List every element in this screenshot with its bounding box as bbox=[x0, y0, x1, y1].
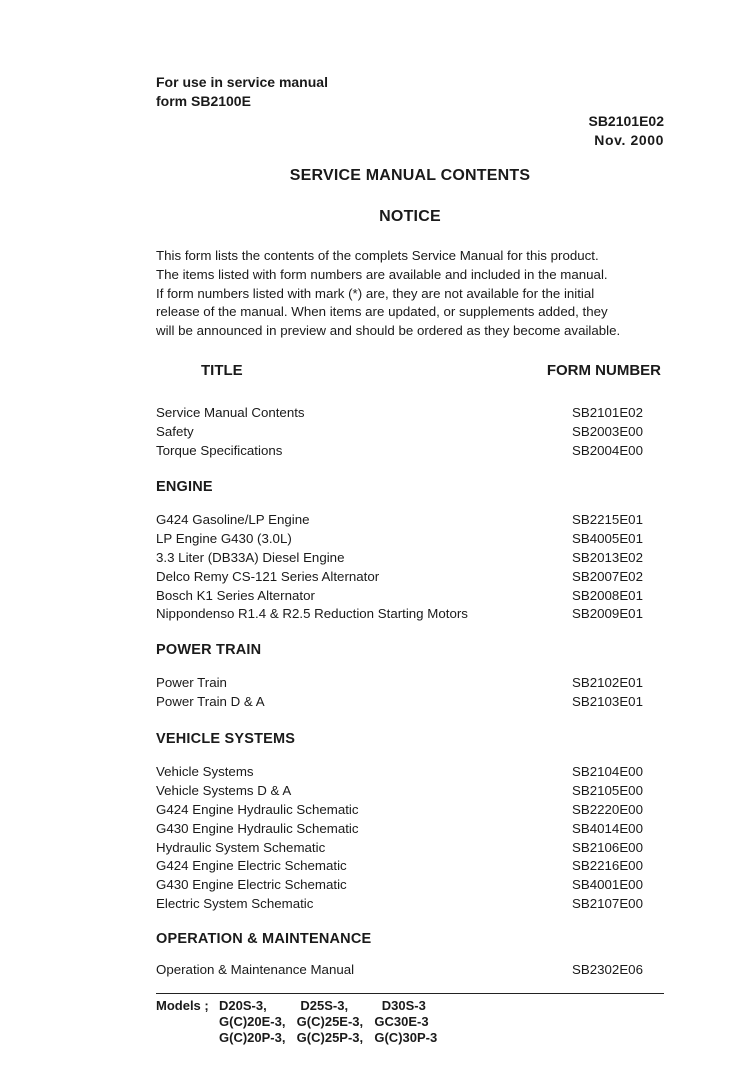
item-title: Service Manual Contents bbox=[156, 405, 305, 420]
item-form-number: SB2105E00 bbox=[572, 782, 643, 798]
item-title: G424 Gasoline/LP Engine bbox=[156, 512, 310, 527]
item-title: Power Train D & A bbox=[156, 693, 265, 709]
notice-line: release of the manual. When items are updated, or supplements added, they bbox=[156, 304, 608, 320]
item-form-number: SB2302E06 bbox=[572, 962, 643, 977]
list-item bbox=[156, 442, 648, 461]
item-title: Nippondenso R1.4 & R2.5 Reduction Starting Motors bbox=[156, 606, 468, 622]
form-identifier bbox=[588, 112, 664, 150]
item-form-number: SB2007E02 bbox=[572, 568, 643, 584]
item-form-number: SB2215E01 bbox=[572, 512, 643, 527]
form-number-column-header: FORM NUMBER bbox=[546, 362, 661, 379]
item-form-number: SB2102E01 bbox=[572, 675, 643, 690]
list-item bbox=[156, 801, 648, 820]
item-form-number: SB2103E01 bbox=[572, 693, 643, 709]
item-title: Vehicle Systems D & A bbox=[156, 782, 292, 798]
item-form-number: SB2107E00 bbox=[572, 896, 643, 912]
document-title: SERVICE MANUAL CONTENTS bbox=[289, 167, 531, 184]
item-form-number: SB2220E00 bbox=[572, 801, 643, 817]
list-item bbox=[156, 605, 648, 624]
item-form-number: SB4001E00 bbox=[572, 877, 643, 893]
list-item bbox=[156, 568, 648, 587]
item-title: G424 Engine Hydraulic Schematic bbox=[156, 801, 359, 817]
footer-divider bbox=[156, 993, 664, 994]
section-heading-engine: ENGINE bbox=[156, 479, 213, 495]
item-form-number: SB2003E00 bbox=[572, 423, 643, 439]
title-column-header: TITLE bbox=[201, 362, 243, 379]
item-form-number: SB4005E01 bbox=[572, 530, 643, 546]
notice-line: The items listed with form numbers are available and included in the manual. bbox=[156, 266, 608, 282]
issue-date: Nov. 2000 bbox=[594, 132, 664, 148]
item-title: Vehicle Systems bbox=[156, 764, 254, 779]
list-item bbox=[156, 820, 648, 839]
item-title: Power Train bbox=[156, 675, 227, 690]
list-item bbox=[156, 839, 648, 858]
form-number: SB2101E02 bbox=[588, 113, 664, 129]
list-item bbox=[156, 423, 648, 442]
item-title: Operation & Maintenance Manual bbox=[156, 962, 355, 977]
models-label: Models ; bbox=[156, 998, 209, 1013]
section-heading-vehicle-systems: VEHICLE SYSTEMS bbox=[156, 731, 296, 747]
list-item bbox=[156, 549, 648, 568]
list-item bbox=[156, 511, 648, 530]
item-title: Torque Specifications bbox=[156, 442, 283, 458]
item-title: Safety bbox=[156, 423, 194, 439]
item-title: Delco Remy CS-121 Series Alternator bbox=[156, 568, 380, 584]
list-item bbox=[156, 895, 648, 914]
item-title: Bosch K1 Series Alternator bbox=[156, 587, 315, 603]
item-title: G430 Engine Hydraulic Schematic bbox=[156, 820, 359, 836]
item-form-number: SB2101E02 bbox=[572, 405, 643, 420]
power-train-list bbox=[156, 674, 648, 712]
list-item bbox=[156, 693, 648, 712]
models-line: D20S-3, D25S-3, D30S-3 bbox=[219, 998, 426, 1013]
usage-note-line-2: form SB2100E bbox=[156, 93, 251, 109]
operation-list bbox=[156, 961, 648, 980]
notice-line: If form numbers listed with mark (*) are, they are not available for the initial bbox=[156, 285, 595, 301]
list-item bbox=[156, 857, 648, 876]
item-form-number: SB2216E00 bbox=[572, 858, 643, 874]
notice-heading: NOTICE bbox=[379, 208, 441, 225]
notice-text bbox=[156, 247, 666, 341]
list-item bbox=[156, 763, 648, 782]
list-item bbox=[156, 587, 648, 606]
item-form-number: SB2013E02 bbox=[572, 549, 643, 565]
item-title: LP Engine G430 (3.0L) bbox=[156, 530, 292, 546]
vehicle-systems-list bbox=[156, 763, 648, 914]
item-form-number: SB2104E00 bbox=[572, 764, 643, 779]
list-item bbox=[156, 961, 648, 980]
item-title: Hydraulic System Schematic bbox=[156, 839, 326, 855]
item-title: G430 Engine Electric Schematic bbox=[156, 877, 347, 893]
usage-note bbox=[156, 73, 328, 111]
engine-list bbox=[156, 511, 648, 624]
section-heading-operation-maintenance: OPERATION & MAINTENANCE bbox=[156, 931, 372, 947]
item-title: Electric System Schematic bbox=[156, 896, 314, 912]
item-form-number: SB4014E00 bbox=[572, 820, 643, 836]
usage-note-line-1: For use in service manual bbox=[156, 74, 328, 90]
item-form-number: SB2008E01 bbox=[572, 587, 643, 603]
section-heading-power-train: POWER TRAIN bbox=[156, 642, 262, 658]
notice-line: will be announced in preview and should be ordered as they become available. bbox=[156, 323, 621, 339]
item-form-number: SB2009E01 bbox=[572, 606, 643, 622]
models-line: G(C)20E-3, G(C)25E-3, GC30E-3 bbox=[219, 1014, 429, 1029]
list-item bbox=[156, 876, 648, 895]
item-title: 3.3 Liter (DB33A) Diesel Engine bbox=[156, 549, 345, 565]
general-list bbox=[156, 404, 648, 461]
list-item bbox=[156, 530, 648, 549]
list-item bbox=[156, 782, 648, 801]
list-item bbox=[156, 674, 648, 693]
list-item bbox=[156, 404, 648, 423]
models-line: G(C)20P-3, G(C)25P-3, G(C)30P-3 bbox=[219, 1030, 438, 1045]
item-form-number: SB2106E00 bbox=[572, 839, 643, 855]
item-title: G424 Engine Electric Schematic bbox=[156, 858, 347, 874]
notice-line: This form lists the contents of the complets Service Manual for this product. bbox=[156, 248, 599, 263]
item-form-number: SB2004E00 bbox=[572, 442, 643, 458]
